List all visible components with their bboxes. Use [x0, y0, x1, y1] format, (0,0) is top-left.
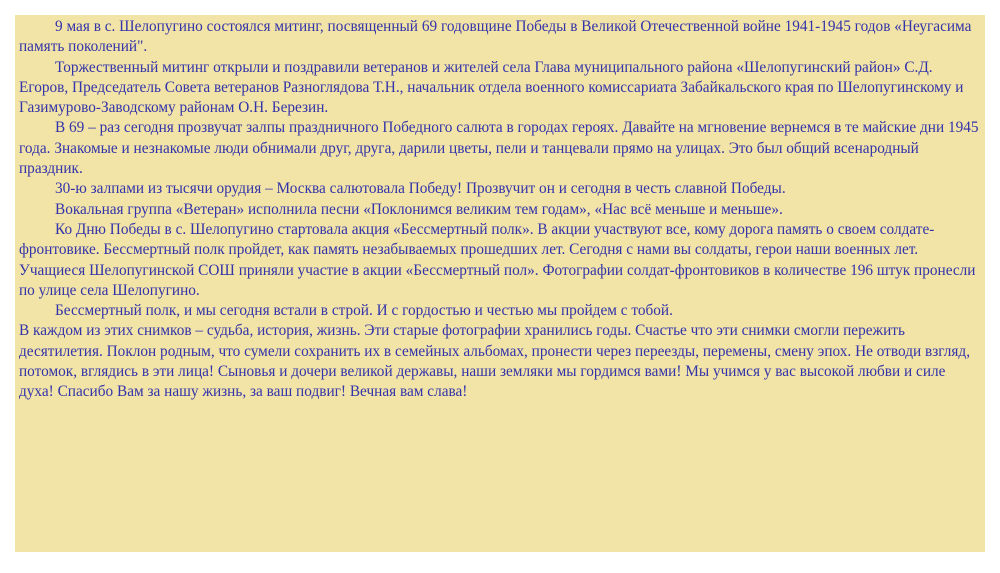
paragraph-1: 9 мая в с. Шелопугино состоялся митинг, посвященный 69 годовщине Победы в Великой Отечественной войне 1941-1945 годов «Неугасима память поколений". [19, 18, 972, 56]
article-text [19, 17, 981, 403]
paragraph-4: 30-ю залпами из тысячи орудия – Москва салютовала Победу! Прозвучит он и сегодня в честь славной Победы. [55, 180, 786, 198]
paragraph-7: Бессмертный полк, и мы сегодня встали в строй. И с гордостью и честью мы пройдем с тобой. [55, 302, 673, 320]
paragraph-5: Вокальная группа «Ветеран» исполнила песни «Поклонимся великим тем годам», «Нас всё меньше и меньше». [55, 200, 783, 218]
text-panel [15, 15, 985, 552]
paragraph-8: В каждом из этих снимков – судьба, история, жизнь. Эти старые фотографии хранились годы. Счастье что эти снимки смогли пережить десятилетия. Поклон родным, что сумели сохранить их в семейных альбомах, пронести через переезды, перемены, смену эпох. Не отводи взгляд, потомок, вглядись в эти лица! Сыновья и дочери великой державы, наши земляки мы гордимся вами! Мы учимся у вас высокой любви и силе духа! Спасибо Вам за нашу жизнь, за ваш подвиг! Вечная вам слава! [19, 322, 971, 401]
paragraph-3: В 69 – раз сегодня прозвучат залпы праздничного Победного салюта в городах героях. Давайте на мгновение вернемся в те майские дни 1945 года. Знакомые и незнакомые люди обнимали друг, друга, дарили цветы, пели и танцевали прямо на улицах. Это был общий всенародный праздник. [19, 119, 979, 178]
paragraph-2: Торжественный митинг открыли и поздравили ветеранов и жителей села Глава муниципального района «Шелопугинский район» С.Д. Егоров, Председатель Совета ветеранов Разноглядова Т.Н., начальник отдела военного комиссариата Забайкальского края по Шелопугинскому и Газимурово-Заводскому районам О.Н. Березин. [19, 58, 964, 117]
paragraph-6: Ко Дню Победы в с. Шелопугино стартовала акция «Бессмертный полк». В акции участвуют все, кому дорога память о своем солдате-фронтовике. Бессмертный полк пройдет, как память незабываемых прошедших лет. Сегодня с нами вы солдаты, герои наши военных лет. Учащиеся Шелопугинской СОШ приняли участие в акции «Бессмертный пол». Фотографии солдат-фронтовиков в количестве 196 штук пронесли по улице села Шелопугино. [19, 220, 976, 299]
